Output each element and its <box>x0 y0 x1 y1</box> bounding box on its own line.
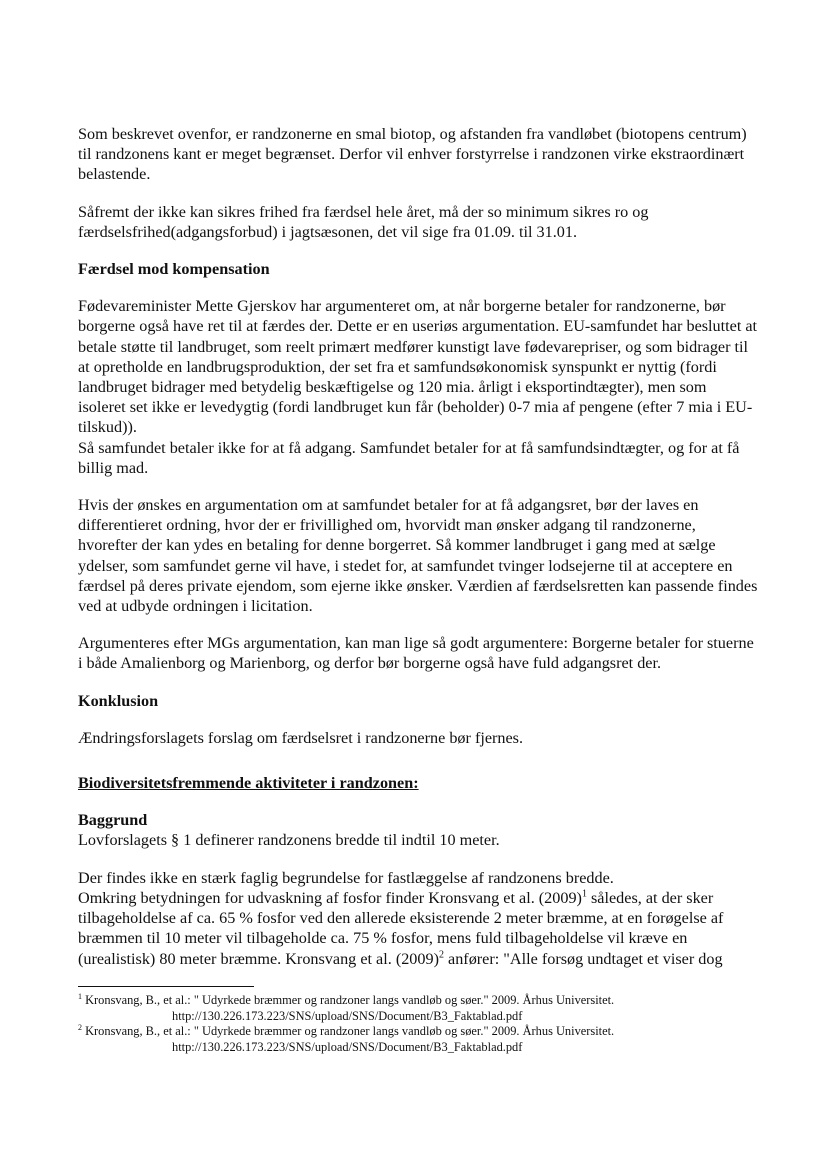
paragraph-width-definition: Lovforslagets § 1 definerer randzonens bredde til indtil 10 meter. <box>78 831 500 850</box>
footnote-2-number: 2 <box>78 1023 82 1033</box>
heading-biodiversity: Biodiversitetsfremmende aktiviteter i randzonen: <box>78 774 419 793</box>
footnote-2-text: Kronsvang, B., et al.: " Udyrkede bræmmer og randzoner langs vandløb og søer." 2009. Århus Universitet. <box>82 1024 615 1039</box>
paragraph-no-justification: Der findes ikke en stærk faglig begrundelse for fastlæggelse af randzonens bredde. <box>78 868 614 887</box>
heading-compensation: Færdsel mod kompensation <box>78 260 270 279</box>
footnote-1-url[interactable]: http://130.226.173.223/SNS/upload/SNS/Document/B3_Faktablad.pdf <box>172 1008 523 1023</box>
footnote-ref-2[interactable]: 2 <box>438 949 444 961</box>
phosphorus-text-b: således, at der sker tilbageholdelse af ca. 65 % fosfor ved den allerede eksisterende 2 meter bræmme, at en forøgelse af bræmmen til 10 meter vil tilbageholde ca. 75 % fosfor, mens fuld tilbageholdelse vil kræve en (urealistisk) 80 meter bræmme. Kronsvang et al. (2009) <box>78 888 724 968</box>
paragraph-phosphorus <box>78 888 758 969</box>
body-text <box>78 124 758 969</box>
footnote-1-number: 1 <box>78 991 82 1001</box>
paragraph-amalienborg: Argumenteres efter MGs argumentation, kan man lige så godt argumentere: Borgerne betaler for stuerne i både Amalienborg og Marienborg, og derfor bør borgerne også have fuld adgangsret der. <box>78 634 754 673</box>
footnote-1 <box>78 993 758 1009</box>
paragraph-minister-argument: Fødevareminister Mette Gjerskov har argumenteret om, at når borgerne betaler for randzonerne, bør borgerne også have ret til at færdes der. Dette er en useriøs argumentation. EU-samfundet har besluttet at betale støtte til landbruget, som reelt primært medfører kunstigt lave fødevarepriser, og som bidrager til at opretholde en landbrugsproduktion, der set fra et samfundsøkonomisk synspunkt er nyttig (fordi landbruget bidrager med betydelig beskæftigelse og 120 mia. årligt i eksportindtægter), men som isoleret set ikke er levedygtig (fordi landbruget kun får (beholder) 0-7 mia af pengene (efter 7 mia i EU-tilskud)). <box>78 297 758 437</box>
paragraph-society-pays: Så samfundet betaler ikke for at få adgang. Samfundet betaler for at få samfundsindtægter, og for at få billig mad. <box>78 438 740 477</box>
paragraph-conclusion: Ændringsforslagets forslag om færdselsret i randzonerne bør fjernes. <box>78 728 524 747</box>
footnote-2 <box>78 1024 758 1040</box>
footnotes <box>78 986 758 1055</box>
paragraph-hunting-season: Såfremt der ikke kan sikres frihed fra færdsel hele året, må der so minimum sikres ro og færdselsfrihed(adgangsforbud) i jagtsæsonen, det vil sige fra 01.09. til 31.01. <box>78 202 649 241</box>
paragraph-biotope: Som beskrevet ovenfor, er randzonerne en smal biotop, og afstanden fra vandløbet (biotopens centrum) til randzonens kant er meget begrænset. Derfor vil enhver forstyrrelse i randzonen virke ekstraordinært belastende. <box>78 125 747 184</box>
heading-conclusion: Konklusion <box>78 691 159 710</box>
paragraph-differentiated-scheme: Hvis der ønskes en argumentation om at samfundet betaler for at få adgangsret, bør der laves en differentieret ordning, hvor der er frivillighed om, hvorvidt man ønsker adgang til randzonerne, hvorefter der kan ydes en betaling for denne borgerret. Så kommer landbruget i gang med at sælge ydelser, som samfundet gerne vil have, i stedet for, at samfundet tvinger lodsejerne til at acceptere en færdsel på deres private ejendom, som ejerne ikke ønsker. Værdien af færdselsretten kan passende findes ved at udbyde ordningen i licitation. <box>78 496 758 616</box>
footnote-separator <box>78 986 254 987</box>
phosphorus-text-c: anfører: "Alle forsøg undtaget et viser dog <box>443 949 723 968</box>
footnote-ref-1[interactable]: 1 <box>581 888 587 900</box>
phosphorus-text-a: Omkring betydningen for udvaskning af fosfor finder Kronsvang et al. (2009) <box>78 888 582 907</box>
footnote-2-url[interactable]: http://130.226.173.223/SNS/upload/SNS/Document/B3_Faktablad.pdf <box>172 1039 523 1054</box>
heading-background: Baggrund <box>78 811 148 830</box>
footnote-1-text: Kronsvang, B., et al.: " Udyrkede bræmmer og randzoner langs vandløb og søer." 2009. Århus Universitet. <box>82 993 615 1007</box>
